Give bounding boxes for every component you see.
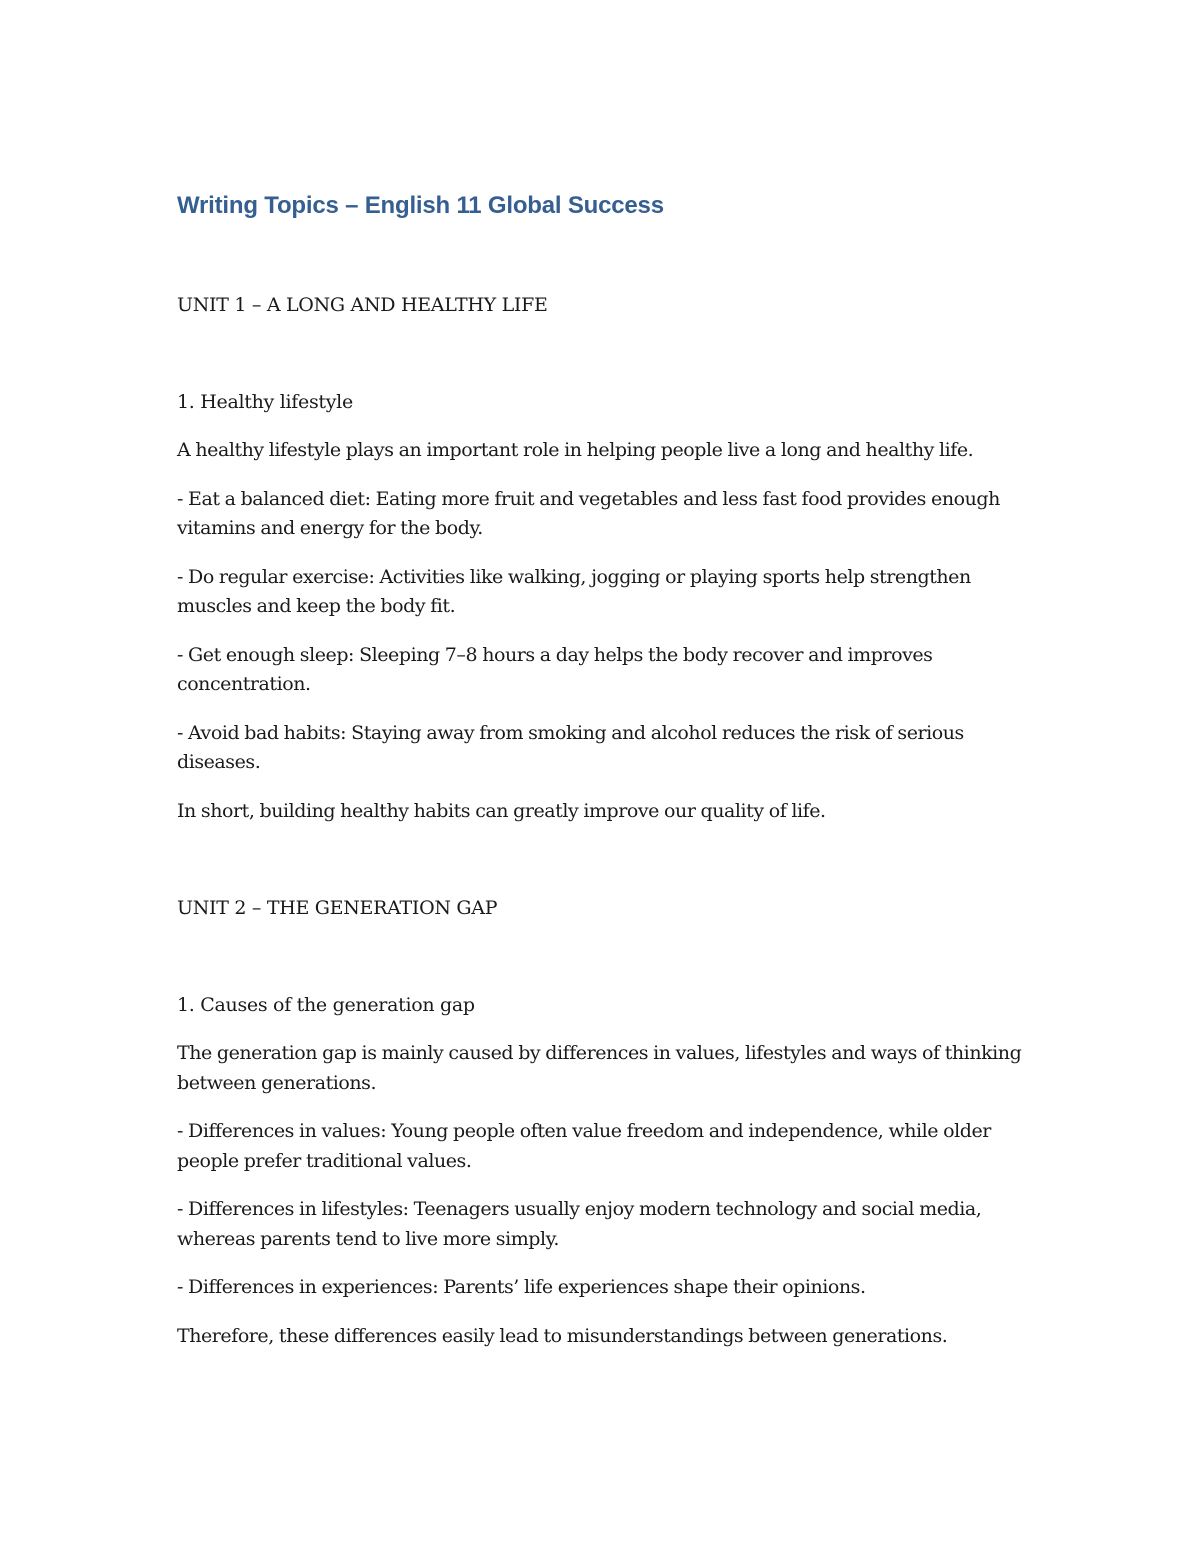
paragraph: A healthy lifestyle plays an important role in helping people live a long and healthy life. [177, 439, 974, 461]
unit-2-topic: 1. Causes of the generation gap [177, 994, 475, 1016]
unit-2-heading: UNIT 2 – THE GENERATION GAP [177, 897, 498, 919]
paragraph: The generation gap is mainly caused by differences in values, lifestyles and ways of thinking between generations. [177, 1042, 1022, 1094]
paragraph: - Do regular exercise: Activities like walking, jogging or playing sports help strengthen muscles and keep the body fit. [177, 565, 971, 617]
unit-1-section [177, 290, 1037, 826]
paragraph: - Differences in values: Young people often value freedom and independence, while older people prefer traditional values. [177, 1120, 991, 1172]
document-body [177, 186, 1037, 1351]
paragraph: - Eat a balanced diet: Eating more fruit and vegetables and less fast food provides enough vitamins and energy for the body. [177, 487, 1000, 539]
unit-1-topic: 1. Healthy lifestyle [177, 391, 353, 413]
paragraph: - Get enough sleep: Sleeping 7–8 hours a day helps the body recover and improves concentration. [177, 643, 933, 695]
paragraph: In short, building healthy habits can greatly improve our quality of life. [177, 799, 826, 822]
document-title: Writing Topics – English 11 Global Success [177, 192, 664, 219]
paragraph: - Differences in lifestyles: Teenagers usually enjoy modern technology and social media, whereas parents tend to live more simply. [177, 1198, 982, 1250]
unit-2-section [177, 893, 1037, 1351]
paragraph: - Differences in experiences: Parents’ life experiences shape their opinions. [177, 1276, 866, 1298]
unit-1-heading: UNIT 1 – A LONG AND HEALTHY LIFE [177, 294, 548, 316]
paragraph: Therefore, these differences easily lead to misunderstandings between generations. [177, 1324, 948, 1347]
paragraph: - Avoid bad habits: Staying away from smoking and alcohol reduces the risk of serious diseases. [177, 721, 964, 773]
